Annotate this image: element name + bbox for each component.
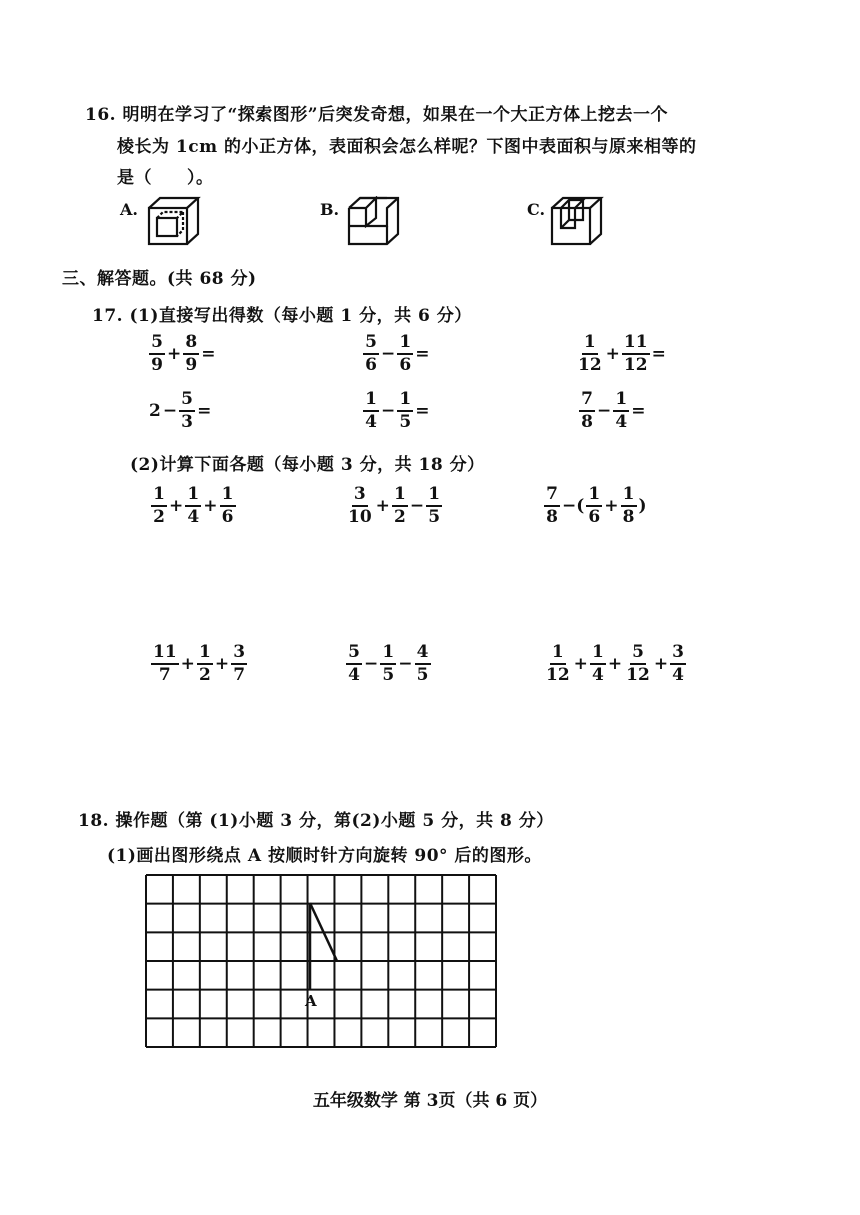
fraction: [231, 644, 247, 684]
fraction: [346, 644, 362, 684]
operator: +: [167, 344, 182, 364]
q17-part1-title: 17. (1)直接写出得数（每小题 1 分，共 6 分）: [92, 306, 472, 326]
numerator: 1: [586, 486, 602, 507]
expr-row3-col1: [150, 486, 237, 526]
operator: +: [607, 654, 623, 674]
numerator: 1: [151, 486, 167, 507]
q17-part2-title: (2)计算下面各题（每小题 3 分，共 18 分）: [130, 455, 485, 475]
numerator: 1: [550, 644, 566, 665]
equals-sign: =: [651, 344, 666, 364]
numerator: 1: [426, 486, 442, 507]
fraction: [346, 486, 374, 526]
numerator: 1: [185, 486, 201, 507]
fraction: [670, 644, 686, 684]
option-b-label: B.: [320, 200, 340, 219]
q18-part1: (1)画出图形绕点 A 按顺时针方向旋转 90° 后的图形。: [107, 846, 542, 866]
expr-row4-col2: [345, 644, 432, 684]
denominator: 4: [348, 665, 360, 685]
denominator: 4: [592, 665, 604, 685]
denominator: 6: [365, 355, 377, 375]
expr-row1-col2: [362, 334, 431, 374]
expr-row2-col3: [578, 391, 647, 431]
equals-sign: =: [415, 401, 430, 421]
q16-line-3: 是（ ）。: [117, 168, 214, 188]
denominator: 7: [158, 665, 171, 685]
operator: +: [169, 496, 184, 516]
fraction: [392, 486, 408, 526]
numerator: 1: [363, 391, 379, 412]
numerator: 8: [183, 334, 199, 355]
expr-row4-col1: [150, 644, 248, 684]
cube-option-c-icon: [549, 196, 605, 248]
numerator: 1: [397, 334, 413, 355]
numerator: 1: [197, 644, 213, 665]
denominator: 3: [181, 412, 194, 432]
operator: −: [597, 401, 612, 421]
option-c-label: C.: [527, 200, 546, 219]
operator: −: [398, 654, 413, 674]
expr-row2-col1: [148, 391, 212, 431]
numerator: 1: [590, 644, 606, 665]
operator: +: [604, 496, 619, 516]
denominator: 6: [221, 507, 234, 527]
fraction: [183, 334, 199, 374]
fraction: [544, 486, 560, 526]
denominator: 8: [546, 507, 558, 527]
cube-option-a-icon: [146, 196, 202, 248]
fraction: [197, 644, 213, 684]
whole-number: 2: [149, 401, 161, 421]
fraction: [179, 391, 195, 431]
operator: −: [381, 401, 396, 421]
operator: +: [375, 496, 390, 516]
fraction: [590, 644, 606, 684]
operator: −: [364, 654, 379, 674]
numerator: 1: [613, 391, 629, 412]
cube-option-b-icon: [346, 196, 402, 248]
denominator: 4: [365, 412, 377, 432]
expr-row1-col3: [575, 334, 667, 374]
denominator: 4: [672, 665, 685, 685]
numerator: 3: [670, 644, 686, 665]
q18-title: 18. 操作题（第 (1)小题 3 分，第(2)小题 5 分，共 8 分）: [78, 811, 554, 831]
grid-svg: [145, 874, 497, 1048]
denominator: 4: [615, 412, 628, 432]
fraction: [544, 644, 572, 684]
page-footer: 五年级数学 第 3页（共 6 页）: [312, 1091, 548, 1111]
numerator: 1: [380, 644, 396, 665]
numerator: 7: [544, 486, 560, 507]
operator: −: [381, 344, 396, 364]
denominator: 6: [588, 507, 601, 527]
denominator: 9: [151, 355, 163, 375]
expr-row4-col3: [543, 644, 687, 684]
denominator: 5: [416, 665, 429, 685]
operator: +: [653, 654, 669, 674]
numerator: 3: [352, 486, 368, 507]
denominator: 2: [199, 665, 211, 685]
operator: ): [638, 496, 647, 516]
numerator: 1: [220, 486, 236, 507]
operator: +: [203, 496, 218, 516]
numerator: 1: [397, 391, 413, 412]
denominator: 5: [399, 412, 412, 432]
operator: −: [162, 401, 178, 421]
fraction: [151, 644, 179, 684]
fraction: [363, 391, 379, 431]
denominator: 12: [623, 355, 648, 375]
operator: +: [214, 654, 230, 674]
fraction: [624, 644, 652, 684]
denominator: 2: [394, 507, 406, 527]
denominator: 12: [546, 665, 570, 685]
equals-sign: =: [631, 401, 646, 421]
numerator: 1: [621, 486, 637, 507]
expr-row1-col1: [148, 334, 217, 374]
numerator: 5: [149, 334, 165, 355]
denominator: 6: [399, 355, 412, 375]
numerator: 5: [346, 644, 362, 665]
denominator: 4: [187, 507, 200, 527]
fraction: [397, 334, 413, 374]
denominator: 10: [348, 507, 372, 527]
numerator: 11: [151, 644, 179, 665]
fraction: [397, 391, 413, 431]
operator: −(: [562, 496, 585, 516]
figure-shape: [310, 903, 337, 990]
denominator: 5: [428, 507, 441, 527]
fraction: [363, 334, 379, 374]
numerator: 4: [415, 644, 431, 665]
numerator: 5: [179, 391, 195, 412]
fraction: [622, 334, 650, 374]
fraction: [415, 644, 431, 684]
fraction: [621, 486, 637, 526]
fraction: [220, 486, 236, 526]
expr-row2-col2: [362, 391, 431, 431]
fraction: [380, 644, 396, 684]
operator: +: [605, 344, 620, 364]
section-3-title: 三、解答题。(共 68 分): [62, 269, 257, 289]
numerator: 3: [231, 644, 247, 665]
denominator: 8: [581, 412, 593, 432]
denominator: 9: [185, 355, 198, 375]
fraction: [149, 334, 165, 374]
numerator: 11: [622, 334, 650, 355]
q16-line-1: 16. 明明在学习了“探索图形”后突发奇想，如果在一个大正方体上挖去一个: [85, 105, 669, 125]
operator: +: [573, 654, 588, 674]
operator: +: [180, 654, 195, 674]
numerator: 1: [392, 486, 408, 507]
denominator: 7: [233, 665, 246, 685]
expr-row3-col3: [543, 486, 648, 526]
fraction: [151, 486, 167, 526]
fraction: [426, 486, 442, 526]
fraction: [579, 391, 595, 431]
denominator: 2: [153, 507, 165, 527]
numerator: 7: [579, 391, 595, 412]
fraction: [576, 334, 604, 374]
denominator: 12: [626, 665, 650, 685]
numerator: 1: [582, 334, 598, 355]
equals-sign: =: [201, 344, 216, 364]
denominator: 8: [622, 507, 635, 527]
denominator: 5: [382, 665, 395, 685]
rotation-grid: [145, 874, 497, 1052]
numerator: 5: [363, 334, 379, 355]
equals-sign: =: [415, 344, 430, 364]
fraction: [613, 391, 629, 431]
point-a-label: A: [305, 992, 317, 1010]
fraction: [586, 486, 602, 526]
fraction: [185, 486, 201, 526]
denominator: 12: [578, 355, 602, 375]
operator: −: [409, 496, 425, 516]
numerator: 5: [630, 644, 646, 665]
expr-row3-col2: [345, 486, 443, 526]
option-a-label: A.: [120, 200, 138, 219]
q16-line-2: 棱长为 1cm 的小正方体，表面积会怎么样呢？下图中表面积与原来相等的: [117, 137, 697, 157]
equals-sign: =: [197, 401, 212, 421]
